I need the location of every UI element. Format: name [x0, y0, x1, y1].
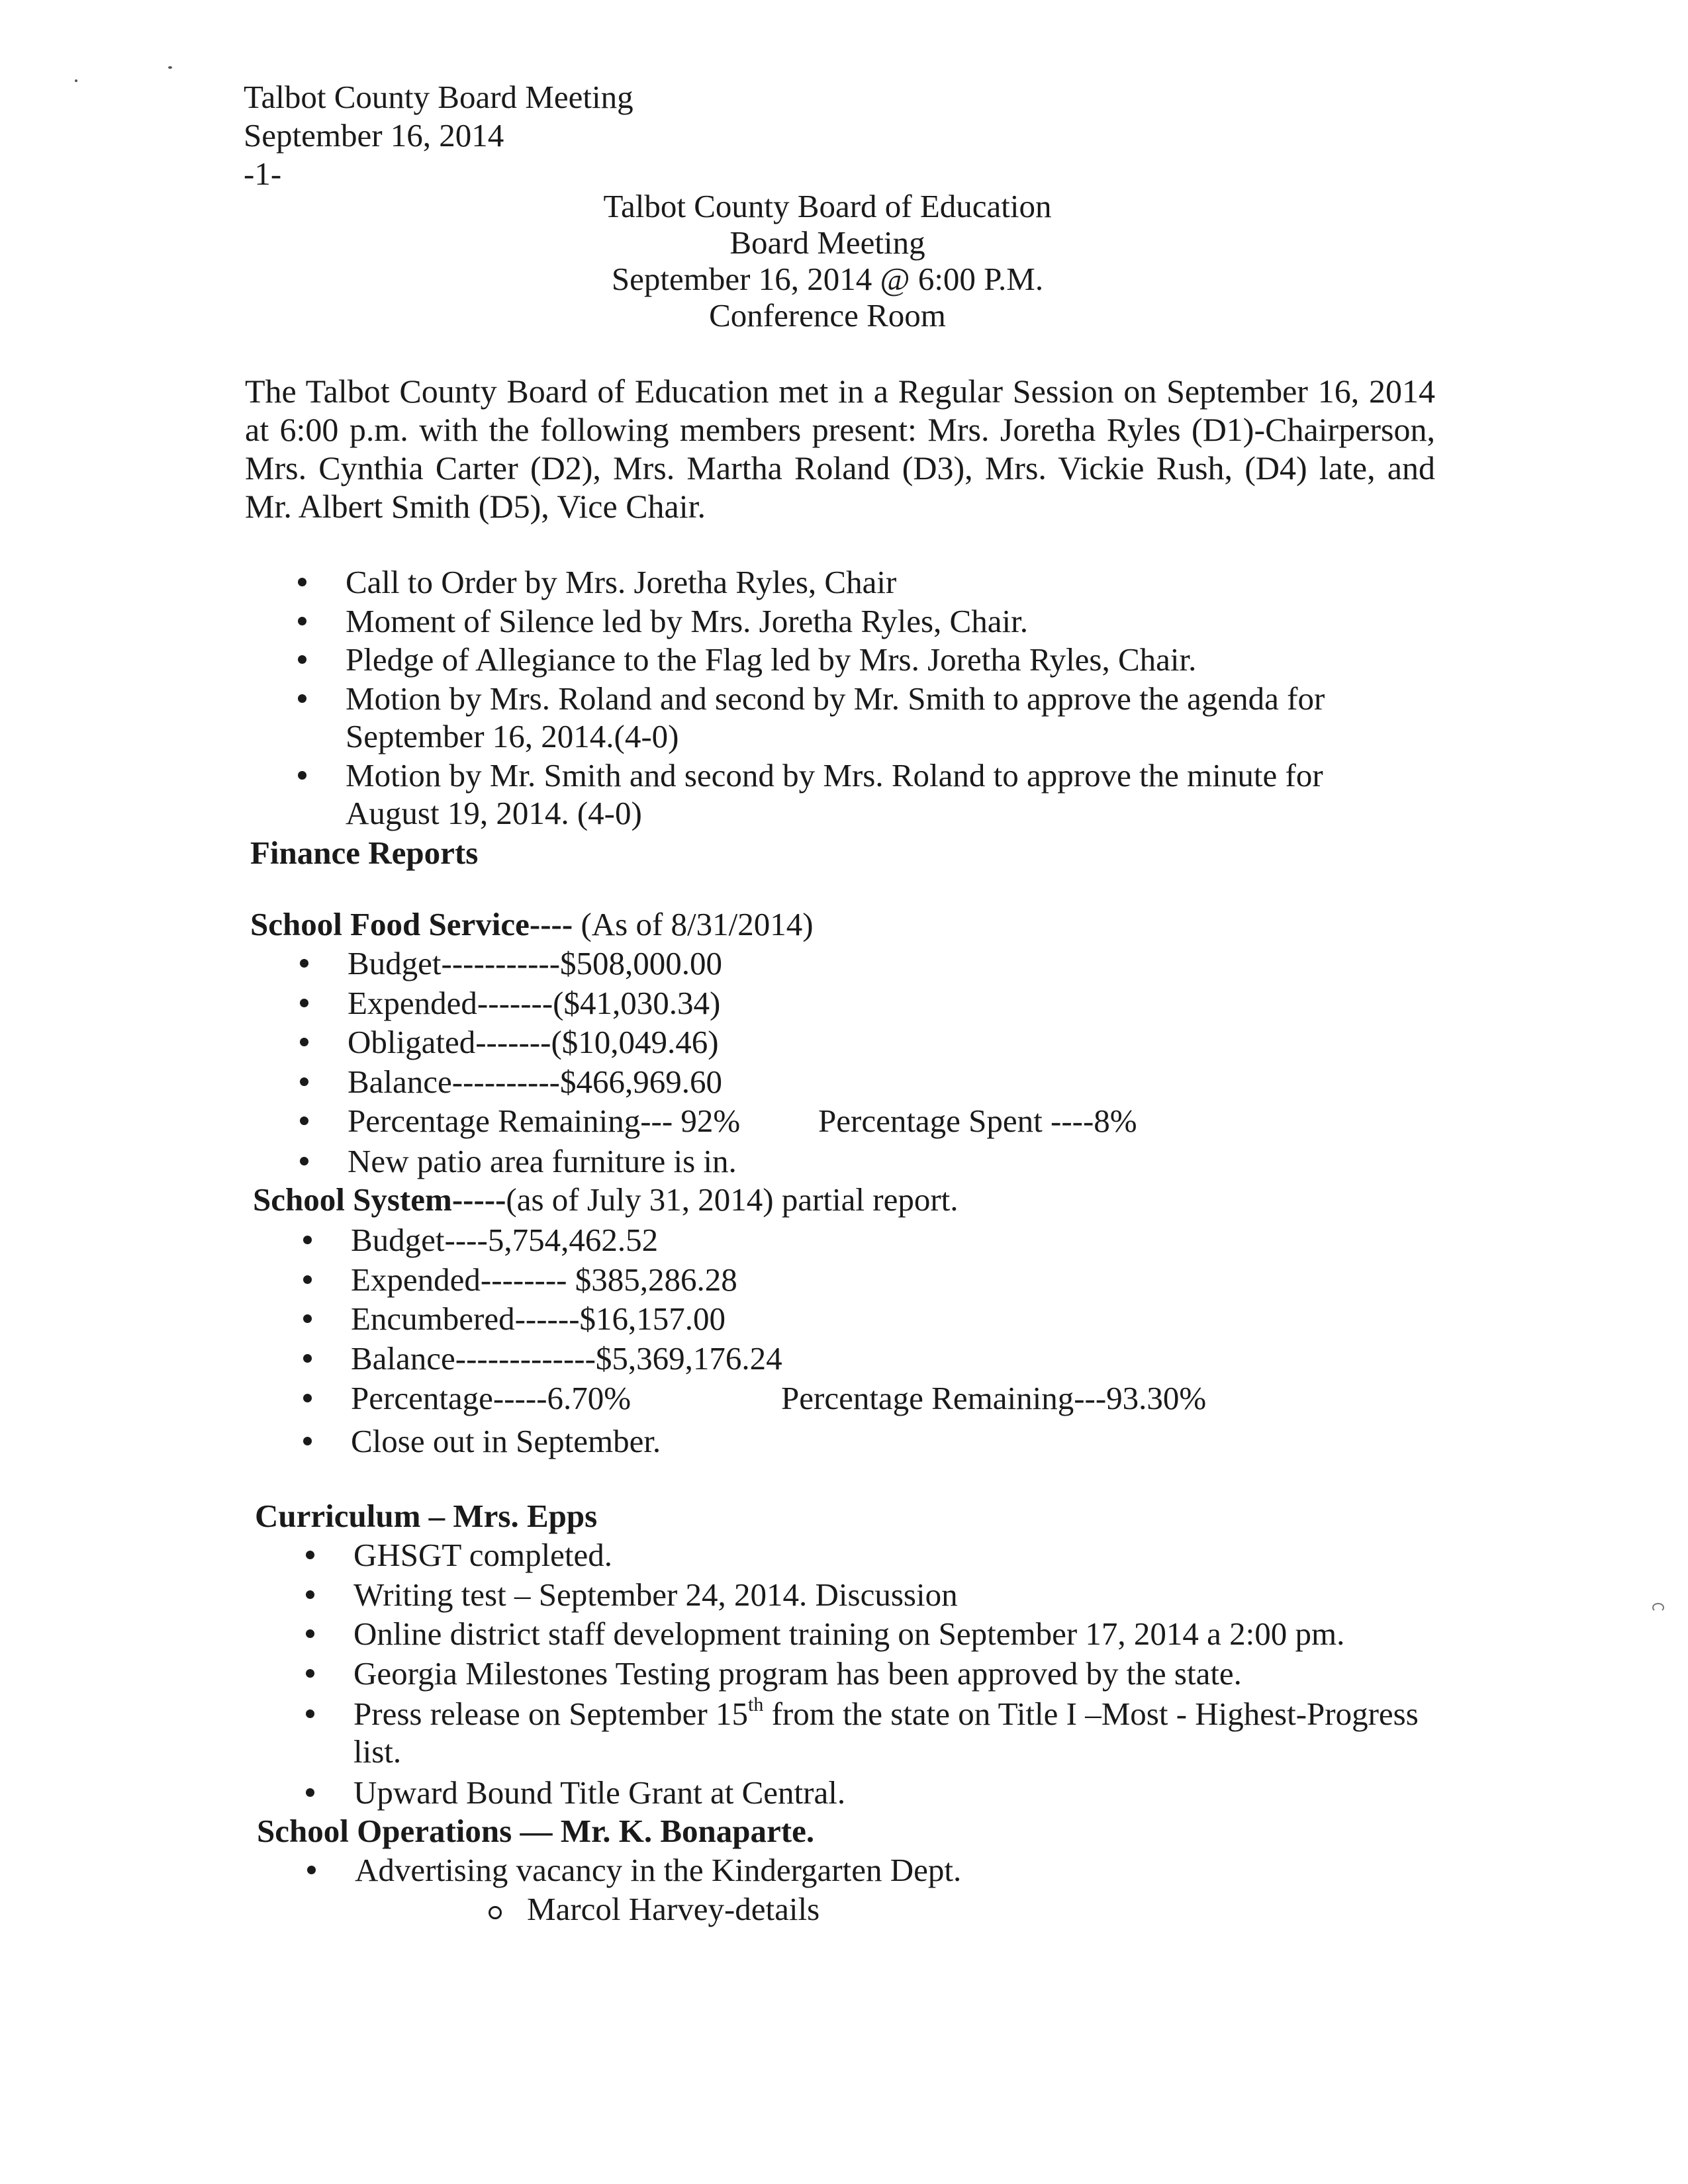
bullet-icon [298, 655, 306, 664]
school-system-date: (as of July 31, 2014) partial report. [506, 1181, 959, 1218]
running-head [244, 78, 633, 193]
list-item: Balance----------$466,969.60 [348, 1063, 722, 1102]
school-operations-heading: School Operations — Mr. K. Bonaparte. [257, 1813, 815, 1849]
list-item: Writing test – September 24, 2014. Discussion [353, 1576, 958, 1615]
bullet-icon [300, 999, 308, 1007]
bullet-icon [298, 771, 306, 780]
meeting-datetime: September 16, 2014 @ 6:00 P.M. [611, 261, 1044, 297]
bullet-icon [306, 1629, 314, 1638]
meeting-title-block [0, 188, 1688, 334]
scan-speck [1652, 1603, 1664, 1612]
list-item-continuation: list. [353, 1733, 402, 1770]
list-item: Motion by Mrs. Roland and second by Mr. Smith to approve the agenda for [346, 680, 1325, 719]
bullet-icon [303, 1314, 312, 1323]
bullet-icon [300, 959, 308, 968]
running-head-date: September 16, 2014 [244, 117, 504, 154]
page-number: -1- [244, 156, 282, 192]
list-item: Call to Order by Mrs. Joretha Ryles, Chair [346, 563, 896, 602]
list-item: Percentage Remaining--- 92% [348, 1102, 740, 1141]
bullet-icon [300, 1038, 308, 1046]
bullet-icon [306, 1590, 314, 1599]
bullet-icon [300, 1116, 308, 1125]
food-service-date: (As of 8/31/2014) [581, 906, 814, 942]
scan-speck [168, 66, 172, 69]
food-service-heading: School Food Service---- (As of 8/31/2014) [250, 906, 814, 942]
bullet-icon [303, 1275, 312, 1284]
organization-name: Talbot County Board of Education [603, 188, 1052, 224]
list-item: Online district staff development training on September 17, 2014 a 2:00 pm. [353, 1615, 1344, 1654]
bullet-icon [300, 1157, 308, 1165]
percent-spent: Percentage Spent ----8% [818, 1103, 1137, 1139]
hollow-bullet-icon [489, 1906, 502, 1919]
list-item: GHSGT completed. [353, 1536, 612, 1575]
scan-speck [75, 79, 77, 82]
list-item: Expended-------- $385,286.28 [351, 1261, 737, 1300]
bullet-icon [300, 1077, 308, 1086]
finance-reports-heading: Finance Reports [250, 835, 479, 871]
bullet-icon [303, 1236, 312, 1244]
running-head-title: Talbot County Board Meeting [244, 79, 633, 115]
meeting-location: Conference Room [709, 297, 946, 334]
school-system-heading: School System-----(as of July 31, 2014) partial report. [253, 1181, 959, 1218]
bullet-icon [306, 1709, 314, 1718]
curriculum-heading: Curriculum – Mrs. Epps [255, 1498, 598, 1534]
list-item: Encumbered------$16,157.00 [351, 1300, 726, 1339]
list-item: Georgia Milestones Testing program has been approved by the state. [353, 1655, 1242, 1694]
bullet-icon [298, 694, 306, 703]
list-item: Moment of Silence led by Mrs. Joretha Ryles, Chair. [346, 602, 1028, 641]
bullet-icon [306, 1669, 314, 1678]
list-item: Motion by Mr. Smith and second by Mrs. Roland to approve the minute for [346, 756, 1323, 796]
list-item-continuation: August 19, 2014. (4-0) [346, 795, 642, 831]
bullet-icon [298, 578, 306, 586]
list-item: Press release on September 15th from the state on Title I –Most - Highest-Progress [353, 1695, 1419, 1734]
list-item: Obligated-------($10,049.46) [348, 1023, 719, 1062]
list-item: Upward Bound Title Grant at Central. [353, 1774, 845, 1813]
list-item: New patio area furniture is in. [348, 1142, 737, 1181]
list-item: Advertising vacancy in the Kindergarten Dept. [355, 1851, 961, 1890]
list-item: Percentage-----6.70% [351, 1379, 631, 1418]
percent-remaining: Percentage Remaining---93.30% [781, 1380, 1207, 1416]
sub-list-item: Marcol Harvey-details [527, 1890, 820, 1929]
bullet-icon [303, 1354, 312, 1363]
list-item: Balance-------------$5,369,176.24 [351, 1340, 782, 1379]
bullet-icon [306, 1551, 314, 1559]
list-item: Close out in September. [351, 1422, 661, 1461]
list-item-continuation: September 16, 2014.(4-0) [346, 718, 679, 754]
bullet-icon [307, 1866, 316, 1874]
bullet-icon [303, 1437, 312, 1445]
list-item: Expended-------($41,030.34) [348, 984, 720, 1023]
intro-paragraph: The Talbot County Board of Education met in a Regular Session on September 16, 2014 at 6:00 p.m. with the following members present: Mrs. Joretha Ryles (D1)-Chairperson, Mrs. Cynthia Carter (D2), Mrs. Martha Roland (D3), Mrs. Vickie Rush, (D4) late, and Mr. Albert Smith (D5), Vice Chair. [245, 373, 1435, 525]
list-item: Pledge of Allegiance to the Flag led by Mrs. Joretha Ryles, Chair. [346, 641, 1196, 680]
ordinal-suffix: th [748, 1693, 764, 1715]
meeting-type: Board Meeting [729, 224, 925, 261]
bullet-icon [306, 1788, 314, 1797]
list-item: Budget-----------$508,000.00 [348, 944, 722, 983]
bullet-icon [298, 617, 306, 625]
bullet-icon [303, 1394, 312, 1402]
list-item: Budget----5,754,462.52 [351, 1221, 658, 1260]
